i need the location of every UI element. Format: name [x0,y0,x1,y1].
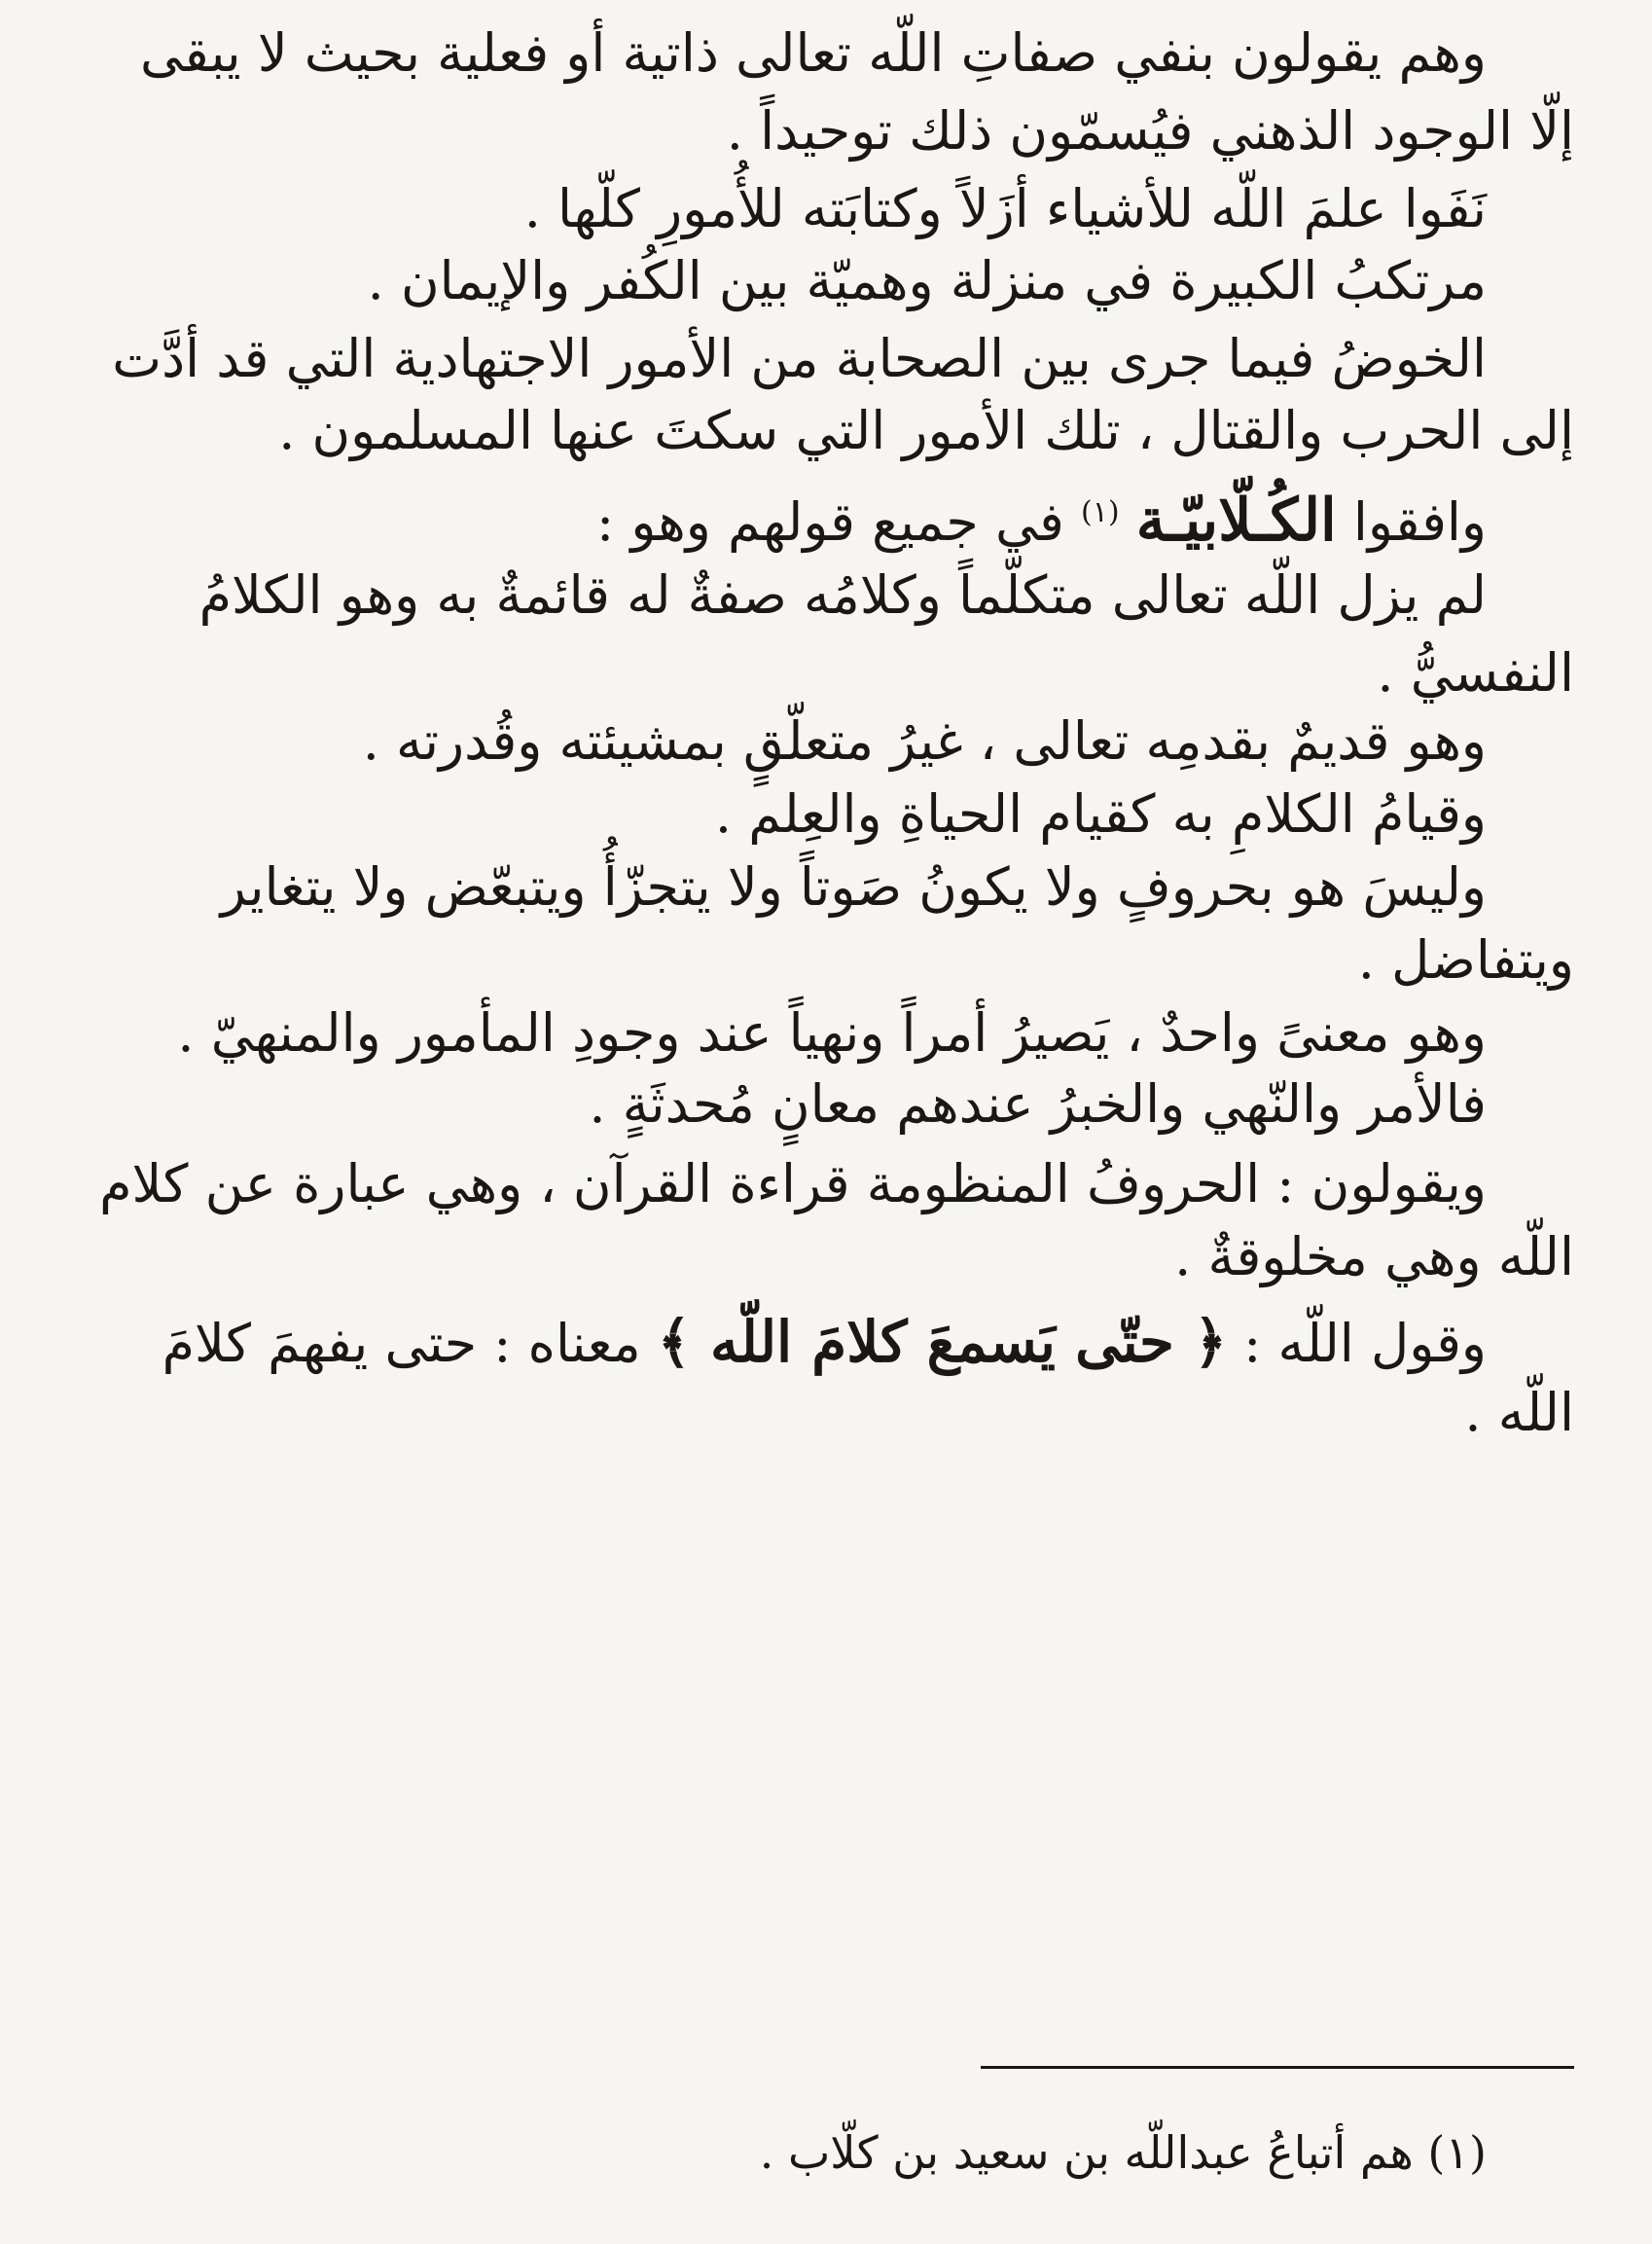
paragraph-5-intro [596,487,1487,555]
paragraph-6-line-2: النفسيُّ . [1377,642,1574,704]
quote-intro: وقول اللّه : [1243,1313,1487,1374]
paragraph-13-line-1 [162,1309,1487,1375]
paragraph-9-line-1: وليسَ هو بحروفٍ ولا يكونُ صَوتاً ولا يتجزّأُ ويتبعّض ولا يتغاير [220,856,1487,918]
intro-before: وافقوا [1352,491,1487,553]
paragraph-2-line-1: نَفَوا علمَ اللّه للأشياء أزَلاً وكتابَته للأُمورِ كلّها . [523,178,1487,239]
paragraph-1-line-1: وهم يقولون بنفي صفاتِ اللّه تعالى ذاتية أو فعلية بحيث لا يبقى [140,22,1487,84]
paragraph-13-line-2: اللّه . [1464,1382,1574,1443]
footnote [760,2126,1487,2179]
paragraph-3-line-1: مرتكبُ الكبيرة في منزلة وهميّة بين الكُفر والإيمان . [367,250,1487,311]
paragraph-1-line-2: إلّا الوجود الذهني فيُسمّون ذلك توحيداً . [726,100,1574,162]
paragraph-4-line-2: إلى الحرب والقتال ، تلك الأمور التي سكتَ عنها المسلمون . [278,400,1574,461]
paragraph-12-line-1: ويقولون : الحروفُ المنظومة قراءة القرآن ، وهي عبارة عن كلام [99,1153,1487,1214]
quote-explanation: معناه : حتى يفهمَ كلامَ [162,1313,641,1374]
paragraph-11-line-1: فالأمر والنّهي والخبرُ عندهم معانٍ مُحدثَةٍ . [589,1073,1487,1135]
intro-after: في جميع قولهم وهو : [596,491,1064,553]
paragraph-7-line-1: وهو قديمٌ بقدمِه تعالى ، غيرُ متعلّقٍ بمشيئته وقُدرته . [362,710,1487,772]
paragraph-10-line-1: وهو معنىً واحدٌ ، يَصيرُ أمراً ونهياً عند وجودِ المأمور والمنهيّ . [177,1002,1487,1064]
kullabiyya-term: الكُـلّابيّـة [1135,487,1337,555]
footnote-divider [981,2066,1574,2069]
paragraph-12-line-2: اللّه وهي مخلوقةٌ . [1174,1226,1574,1287]
quran-quote: ﴿ حتّى يَسمعَ كلامَ اللّه ﴾ [657,1309,1227,1375]
footnote-number: (١) [1427,2126,1487,2179]
paragraph-4-line-1: الخوضُ فيما جرى بين الصحابة من الأمور الاجتهادية التي قد أدَّت [112,328,1487,389]
footnote-text: هم أتباعُ عبداللّه بن سعيد بن كلّاب . [759,2126,1414,2179]
paragraph-9-line-2: ويتفاضل . [1357,929,1574,991]
paragraph-8-line-1: وقيامُ الكلامِ به كقيام الحياةِ والعِلم . [714,783,1487,845]
footnote-marker[interactable]: (١) [1080,495,1120,529]
paragraph-6-line-1: لم يزل اللّه تعالى متكلّماً وكلامُه صفةٌ له قائمةٌ به وهو الكلامُ [198,564,1487,626]
